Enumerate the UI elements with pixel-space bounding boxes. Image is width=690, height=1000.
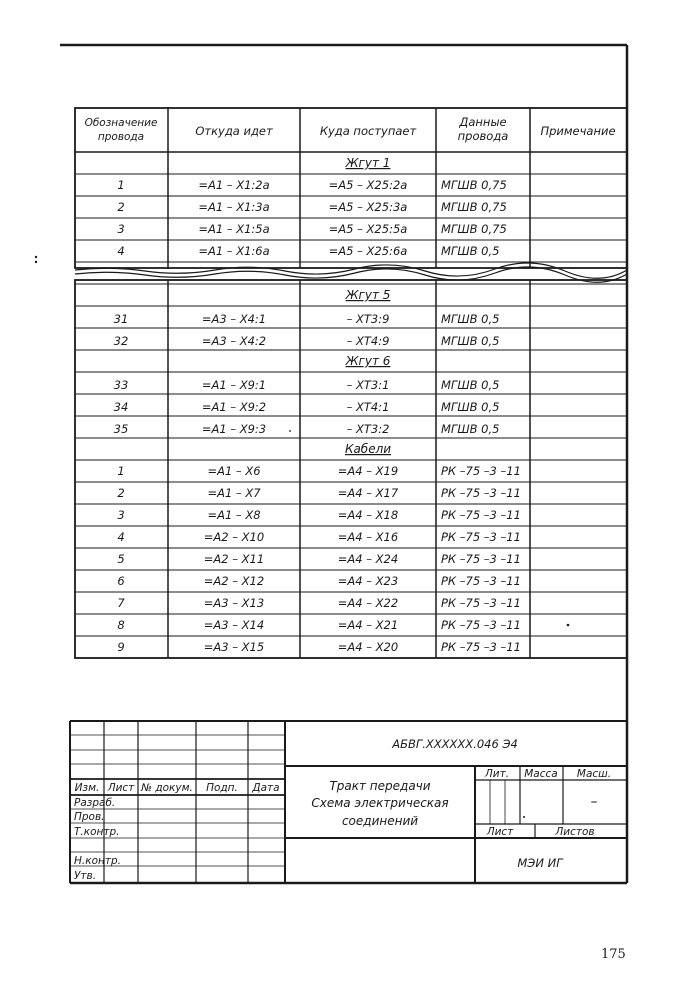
- header-to: Куда поступает: [319, 124, 417, 138]
- stamp-utv: Утв.: [74, 870, 97, 882]
- cell-to: =А5 – Х25:5а: [328, 222, 408, 236]
- cell-n: 2: [117, 200, 125, 214]
- cell-data: РК –75 –3 –11: [441, 596, 521, 610]
- cell-n: 33: [113, 378, 129, 392]
- cell-to: =А4 – Х18: [337, 508, 399, 522]
- cell-n: 1: [117, 178, 125, 192]
- cell-data: МГШВ 0,5: [441, 422, 500, 436]
- cell-n: 35: [113, 422, 129, 436]
- cell-n: 2: [117, 486, 125, 500]
- cell-data: МГШВ 0,5: [441, 244, 500, 258]
- cell-to: =А5 – Х25:6а: [328, 244, 408, 258]
- cell-n: 34: [113, 400, 129, 414]
- cell-to: – ХТ3:9: [346, 312, 390, 326]
- cell-from: =А3 – Х13: [203, 596, 265, 610]
- cell-from: =А3 – Х15: [203, 640, 265, 654]
- cell-from: =А1 – Х1:5а: [198, 222, 270, 236]
- page-number: 175: [601, 947, 626, 962]
- cell-from: =А1 – Х1:2а: [198, 178, 270, 192]
- cell-data: МГШВ 0,75: [441, 222, 507, 236]
- cell-to: =А5 – Х25:2а: [328, 178, 408, 192]
- cell-data: РК –75 –3 –11: [441, 552, 521, 566]
- group-label: Кабели: [344, 442, 392, 456]
- stamp-col-list: Лист: [107, 782, 135, 794]
- cell-n: 7: [117, 596, 125, 610]
- cell-from: =А1 – Х8: [207, 508, 261, 522]
- cell-from: =А1 – Х6: [207, 464, 261, 478]
- cell-from: =А2 – Х11: [203, 552, 265, 566]
- cell-from: =А1 – Х1:3а: [198, 200, 270, 214]
- stamp-scale-value: –: [590, 794, 598, 810]
- cell-from: =А2 – Х12: [203, 574, 265, 588]
- cell-from: =А3 – Х4:2: [201, 334, 267, 348]
- stamp-col-podp: Подп.: [206, 782, 238, 794]
- cell-to: =А4 – Х22: [337, 596, 399, 610]
- cell-to: =А4 – Х21: [337, 618, 399, 632]
- cell-from: =А1 – Х9:2: [201, 400, 267, 414]
- group-label: Жгут 5: [345, 288, 391, 302]
- cell-n: 4: [117, 244, 125, 258]
- cell-data: РК –75 –3 –11: [441, 530, 521, 544]
- stamp-nkontr: Н.контр.: [74, 855, 121, 867]
- cell-to: – ХТ4:1: [346, 400, 390, 414]
- cell-n: 1: [117, 464, 125, 478]
- cell-to: – ХТ3:1: [346, 378, 390, 392]
- stamp-org: МЭИ ИГ: [517, 856, 563, 870]
- cell-n: 3: [117, 222, 125, 236]
- cell-data: МГШВ 0,75: [441, 200, 507, 214]
- cell-data: МГШВ 0,5: [441, 334, 500, 348]
- cell-from: =А1 – Х7: [207, 486, 261, 500]
- cell-data: МГШВ 0,75: [441, 178, 507, 192]
- table-header: [85, 115, 616, 143]
- cell-n: 6: [117, 574, 125, 588]
- cell-from: =А3 – Х14: [203, 618, 265, 632]
- cell-n: 4: [117, 530, 125, 544]
- cell-data: МГШВ 0,5: [441, 312, 500, 326]
- group-label: Жгут 6: [345, 354, 391, 368]
- cell-data: РК –75 –3 –11: [441, 618, 521, 632]
- cell-from: =А1 – Х9:1: [201, 378, 267, 392]
- cell-to: =А4 – Х24: [337, 552, 399, 566]
- header-from: Откуда идет: [195, 124, 273, 138]
- cell-to: =А4 – Х20: [337, 640, 399, 654]
- cell-n: 9: [117, 640, 125, 654]
- header-wire-data: Данные провода: [457, 115, 509, 143]
- cell-n: 32: [113, 334, 129, 348]
- cell-from: =А1 – Х9:3: [201, 422, 267, 436]
- doc-title-line3: соединений: [341, 814, 419, 828]
- cell-n: 31: [113, 312, 129, 326]
- group-label: Жгут 1: [345, 156, 391, 170]
- cell-n: 8: [117, 618, 125, 632]
- cell-data: МГШВ 0,5: [441, 378, 500, 392]
- doc-title-line1: Тракт передачи: [329, 779, 431, 793]
- cell-n: 5: [117, 552, 125, 566]
- cell-to: =А4 – Х23: [337, 574, 399, 588]
- stamp-masht: Масш.: [576, 768, 612, 780]
- cell-to: – ХТ4:9: [346, 334, 390, 348]
- stamp-col-doc: № докум.: [141, 782, 193, 794]
- cell-data: РК –75 –3 –11: [441, 486, 521, 500]
- stamp-razrab: Разраб.: [74, 797, 116, 809]
- header-wire-designation: Обозначение провода: [84, 117, 158, 143]
- cell-to: – ХТ3:2: [346, 422, 390, 436]
- cell-data: РК –75 –3 –11: [441, 508, 521, 522]
- cell-to: =А4 – Х17: [337, 486, 399, 500]
- cell-from: =А1 – Х1:6а: [198, 244, 270, 258]
- stamp-massa: Масса: [524, 768, 558, 780]
- cell-to: =А4 – Х16: [337, 530, 399, 544]
- cell-data: МГШВ 0,5: [441, 400, 500, 414]
- stamp-col-izm: Изм.: [74, 782, 100, 794]
- cell-n: 3: [117, 508, 125, 522]
- stamp-sheet: Лист: [486, 826, 514, 838]
- cell-to: =А5 – Х25:3а: [328, 200, 408, 214]
- header-note: Примечание: [540, 124, 616, 138]
- title-block-text: [74, 737, 611, 882]
- doc-code: АБВГ.XXXXXX.046 Э4: [392, 737, 518, 751]
- stamp-sheets: Листов: [555, 826, 595, 838]
- cell-data: РК –75 –3 –11: [441, 464, 521, 478]
- cell-data: РК –75 –3 –11: [441, 574, 521, 588]
- stamp-tkontr: Т.контр.: [74, 826, 120, 838]
- cell-from: =А3 – Х4:1: [201, 312, 267, 326]
- stamp-lit: Лит.: [484, 768, 510, 780]
- stamp-col-data: Дата: [252, 782, 280, 794]
- cell-from: =А2 – Х10: [203, 530, 265, 544]
- doc-title-line2: Схема электрическая: [311, 796, 449, 810]
- cell-to: =А4 – Х19: [337, 464, 399, 478]
- cell-data: РК –75 –3 –11: [441, 640, 521, 654]
- stamp-prov: Пров.: [74, 811, 105, 823]
